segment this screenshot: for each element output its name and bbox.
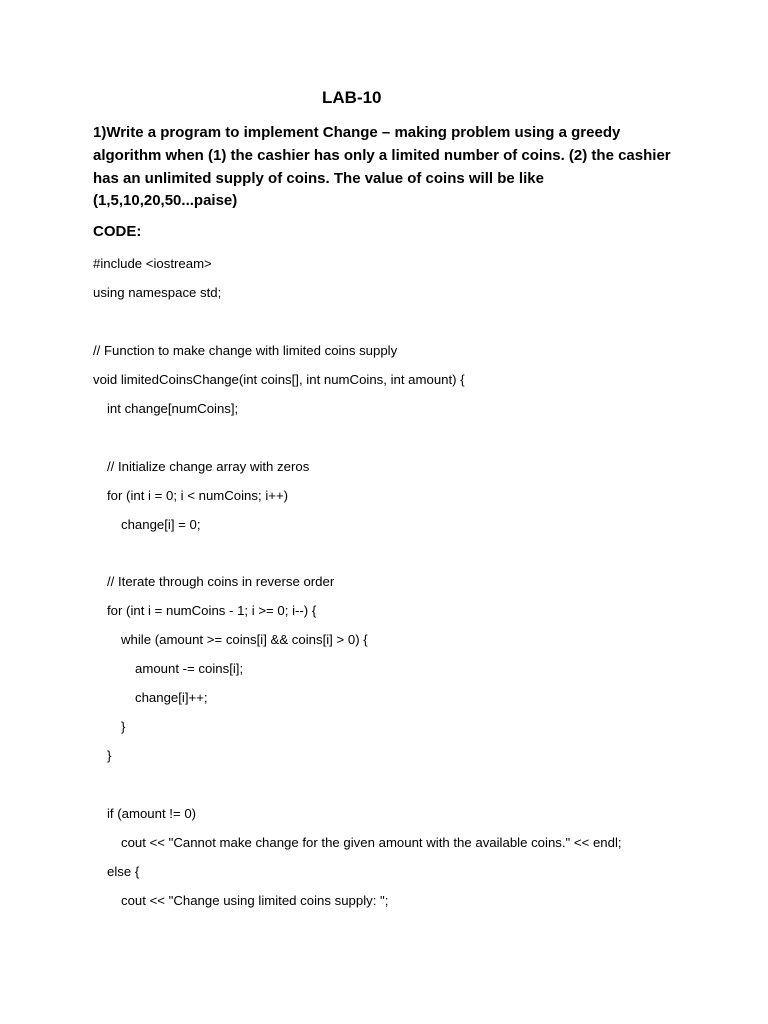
code-line: if (amount != 0) bbox=[107, 806, 197, 821]
code-line: int change[numCoins]; bbox=[107, 401, 239, 416]
page-title: LAB-10 bbox=[322, 88, 382, 107]
code-line: amount -= coins[i]; bbox=[135, 661, 244, 676]
code-line: // Iterate through coins in reverse order bbox=[107, 574, 335, 589]
code-line: change[i] = 0; bbox=[121, 517, 201, 532]
code-line: using namespace std; bbox=[93, 285, 222, 300]
code-line: for (int i = 0; i < numCoins; i++) bbox=[107, 488, 289, 503]
code-line: else { bbox=[107, 864, 140, 879]
code-line: void limitedCoinsChange(int coins[], int numCoins, int amount) { bbox=[93, 372, 465, 387]
code-line: // Initialize change array with zeros bbox=[107, 459, 310, 474]
question-text: 1)Write a program to implement Change – making problem using a greedy algorithm when (1) the cashier has only a limited number of coins. (2) the cashier has an unlimited supply of coins. The value of coins will be like (1,5,10,20,50...paise) bbox=[93, 124, 671, 210]
code-line: cout << "Change using limited coins supply: "; bbox=[121, 893, 389, 908]
code-line: } bbox=[121, 719, 126, 734]
code-line: for (int i = numCoins - 1; i >= 0; i--) { bbox=[107, 603, 317, 618]
code-heading: CODE: bbox=[93, 223, 142, 240]
code-line: while (amount >= coins[i] && coins[i] > 0) { bbox=[121, 632, 368, 647]
code-line: change[i]++; bbox=[135, 690, 208, 705]
code-line: #include <iostream> bbox=[93, 256, 212, 271]
code-line: // Function to make change with limited coins supply bbox=[93, 343, 398, 358]
code-line: cout << "Cannot make change for the given amount with the available coins." << endl; bbox=[121, 835, 622, 850]
code-line: } bbox=[107, 748, 112, 763]
